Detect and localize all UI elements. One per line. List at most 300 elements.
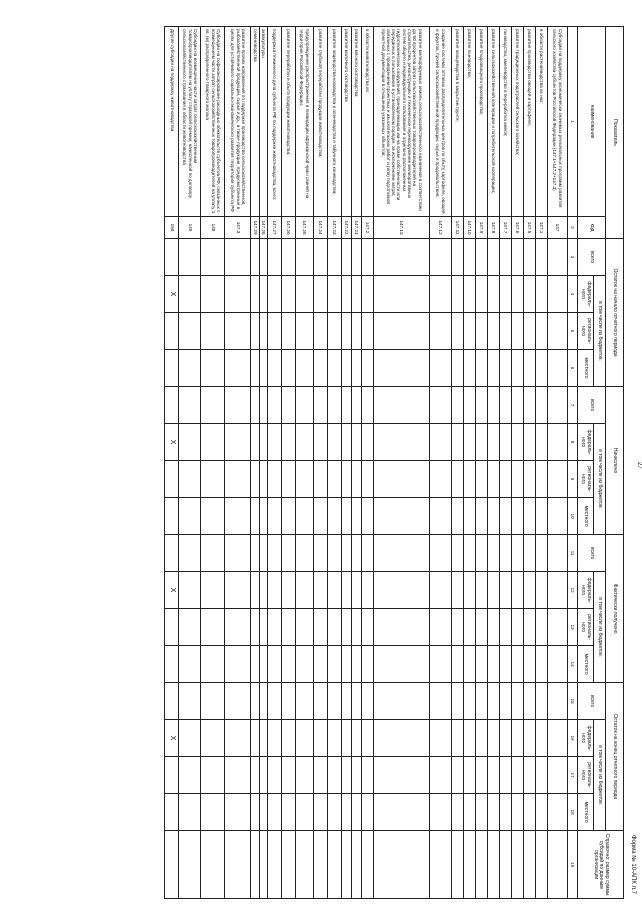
data-cell: [296, 646, 314, 683]
data-cell: [268, 572, 282, 609]
data-cell: [201, 350, 225, 387]
table-row: [165, 27, 179, 899]
data-cell: [201, 720, 225, 757]
row-code: 149: [179, 217, 201, 239]
data-cell: [374, 313, 430, 350]
data-cell: [452, 572, 464, 609]
data-cell: [282, 313, 296, 350]
data-cell: [464, 239, 476, 276]
data-cell: [282, 609, 296, 646]
data-cell: [201, 387, 225, 424]
data-cell: [362, 239, 374, 276]
data-cell: [259, 461, 267, 498]
closing-local-header: местного: [578, 794, 594, 831]
column-number: 12: [568, 572, 578, 609]
data-cell: [352, 757, 362, 794]
data-cell: [314, 461, 328, 498]
data-cell: [259, 683, 267, 720]
data-cell: [452, 646, 464, 683]
data-cell: [251, 461, 259, 498]
data-cell: [524, 720, 536, 757]
data-cell: [179, 609, 201, 646]
data-cell: [352, 609, 362, 646]
data-cell: [296, 276, 314, 313]
data-cell: [314, 757, 328, 794]
column-number: 9: [568, 461, 578, 498]
data-cell: [165, 387, 179, 424]
closing-regional-header: региональ-ного: [578, 757, 594, 794]
data-cell: [536, 720, 548, 757]
table-row: [430, 27, 452, 899]
data-cell: [374, 572, 430, 609]
column-number: 1: [568, 27, 578, 217]
data-cell: [362, 757, 374, 794]
data-cell: [512, 498, 524, 535]
data-cell: [374, 683, 430, 720]
data-cell: [362, 683, 374, 720]
data-cell: [430, 572, 452, 609]
data-cell: [342, 424, 352, 461]
column-number: 7: [568, 387, 578, 424]
received-regional-header: региональ-ного: [578, 609, 594, 646]
x-mark: X: [165, 720, 179, 757]
data-cell: [259, 757, 267, 794]
row-code: 147.27: [268, 217, 282, 239]
data-cell: [225, 276, 251, 313]
row-name: развитие прочих направлений по поддержке производства сельскохозяйственной, рыбохозяйственной продукции, сырья и др., а также продукции, предусмотренные в целях для устойчивого социально-экономического развития территории субъекта РФ: [225, 27, 251, 217]
data-cell: [374, 831, 430, 899]
table-row: [352, 27, 362, 899]
data-cell: [268, 609, 282, 646]
data-cell: [268, 350, 282, 387]
data-cell: [328, 535, 342, 572]
data-cell: [352, 794, 362, 831]
row-code: 147.1: [536, 217, 548, 239]
reference-header: Справочно: размер суммы субсидий по данным организации: [578, 831, 624, 899]
data-cell: [476, 239, 488, 276]
data-cell: [225, 646, 251, 683]
data-cell: [512, 535, 524, 572]
data-cell: [512, 794, 524, 831]
table-row: [476, 27, 488, 899]
name-header: наименование: [578, 27, 606, 217]
data-cell: [536, 276, 548, 313]
opening-regional-header: региональ-ного: [578, 313, 594, 350]
data-cell: [548, 239, 568, 276]
data-cell: [251, 757, 259, 794]
data-cell: [282, 498, 296, 535]
data-cell: [536, 424, 548, 461]
data-cell: [524, 794, 536, 831]
column-number: 17: [568, 757, 578, 794]
received-total-header: всего: [578, 535, 606, 572]
data-cell: [251, 313, 259, 350]
data-cell: [362, 387, 374, 424]
data-cell: [488, 498, 500, 535]
form-number: Форма № 10-АПК л.7: [630, 834, 636, 894]
data-cell: [296, 609, 314, 646]
data-cell: [328, 461, 342, 498]
data-cell: [342, 720, 352, 757]
data-cell: [328, 831, 342, 899]
data-cell: [362, 313, 374, 350]
accrued-header: Начислено: [606, 387, 624, 535]
data-cell: [282, 683, 296, 720]
data-cell: [362, 424, 374, 461]
data-cell: [548, 276, 568, 313]
data-cell: [500, 794, 512, 831]
closing-total-header: всего: [578, 683, 606, 720]
row-code: 147.23: [328, 217, 342, 239]
data-cell: [476, 794, 488, 831]
data-cell: [476, 498, 488, 535]
data-cell: [296, 572, 314, 609]
data-cell: [259, 350, 267, 387]
row-code: 147.6: [512, 217, 524, 239]
data-cell: [328, 683, 342, 720]
data-cell: [500, 572, 512, 609]
data-cell: [268, 387, 282, 424]
data-cell: [512, 609, 524, 646]
data-cell: [165, 609, 179, 646]
data-cell: [342, 276, 352, 313]
data-cell: [430, 535, 452, 572]
row-name: развитие мелиорируемых земель сельскохозяйственного назначения в соответствии до 50 процентов затрат сельскохозяйственных товаропроизводителей на строительство, реконструкцию и техническое перевооружение мелиоративных систем общего и индивидуального пользования и отдельно расположенных гидротехнических сооружений, принадлежащих им на праве собственности или переданных в пользование в установленном порядке, за исключением затрат, связанных с проведением проектных и изыскательских работ и (или) подготовкой проектной документации в отношении указанных объектов;: [374, 27, 430, 217]
row-code: 147.9: [476, 217, 488, 239]
data-cell: [328, 424, 342, 461]
data-cell: [512, 313, 524, 350]
accrued-local-header: местного: [578, 498, 594, 535]
data-cell: [296, 720, 314, 757]
data-cell: [268, 276, 282, 313]
data-cell: [476, 387, 488, 424]
data-cell: [452, 831, 464, 899]
data-cell: [201, 535, 225, 572]
data-cell: [524, 461, 536, 498]
data-cell: [452, 424, 464, 461]
subsidy-table: [164, 26, 624, 899]
data-cell: [259, 276, 267, 313]
data-cell: [352, 572, 362, 609]
data-cell: [374, 239, 430, 276]
data-cell: [201, 757, 225, 794]
data-cell: [464, 720, 476, 757]
data-cell: [328, 313, 342, 350]
data-cell: [201, 498, 225, 535]
received-local-header: местного: [578, 646, 594, 683]
data-cell: [488, 350, 500, 387]
data-cell: [342, 313, 352, 350]
data-cell: [179, 831, 201, 899]
data-cell: [476, 757, 488, 794]
data-cell: [488, 720, 500, 757]
data-cell: [165, 461, 179, 498]
data-cell: [282, 535, 296, 572]
opening-federal-header: федераль-ного: [578, 276, 594, 313]
row-name: развитие мясного скотоводства: [352, 27, 362, 217]
data-cell: [282, 424, 296, 461]
data-cell: [179, 572, 201, 609]
data-cell: [165, 498, 179, 535]
data-cell: [500, 831, 512, 899]
row-name: развитие овцеводства-козоводства и оленеводства и табунного коневодства;: [328, 27, 342, 217]
data-cell: [201, 572, 225, 609]
data-cell: [430, 313, 452, 350]
data-cell: [374, 424, 430, 461]
data-cell: [282, 239, 296, 276]
data-cell: [296, 461, 314, 498]
data-cell: [430, 424, 452, 461]
row-code: 147: [548, 217, 568, 239]
data-cell: [488, 313, 500, 350]
row-code: 147.2: [362, 217, 374, 239]
data-cell: [342, 239, 352, 276]
data-cell: [536, 387, 548, 424]
data-cell: [342, 535, 352, 572]
data-cell: [464, 424, 476, 461]
data-cell: [476, 535, 488, 572]
data-cell: [165, 350, 179, 387]
data-cell: [225, 498, 251, 535]
data-cell: [225, 720, 251, 757]
data-cell: [500, 498, 512, 535]
data-cell: [352, 424, 362, 461]
data-cell: [251, 239, 259, 276]
data-cell: [524, 313, 536, 350]
data-cell: [476, 683, 488, 720]
data-cell: [430, 276, 452, 313]
received-budgets-header: в том числе из бюджетов:: [594, 572, 606, 683]
data-cell: [548, 683, 568, 720]
data-cell: [536, 646, 548, 683]
data-cell: [512, 387, 524, 424]
column-number: 4: [568, 276, 578, 313]
data-cell: [282, 572, 296, 609]
data-cell: [165, 683, 179, 720]
data-cell: [536, 609, 548, 646]
closing-budgets-header: в том числе из бюджетов:: [594, 720, 606, 831]
data-cell: [259, 424, 267, 461]
data-cell: [314, 720, 328, 757]
accrued-regional-header: региональ-ного: [578, 461, 594, 498]
data-cell: [314, 794, 328, 831]
data-cell: [165, 313, 179, 350]
column-numbers-row: [568, 27, 578, 899]
data-cell: [314, 683, 328, 720]
data-cell: [536, 757, 548, 794]
x-mark: X: [165, 424, 179, 461]
data-cell: [548, 498, 568, 535]
data-cell: [328, 498, 342, 535]
row-code: 147.24: [314, 217, 328, 239]
data-cell: [352, 276, 362, 313]
data-cell: [201, 276, 225, 313]
data-cell: [251, 646, 259, 683]
data-cell: [476, 313, 488, 350]
data-cell: [328, 609, 342, 646]
x-mark: X: [165, 276, 179, 313]
data-cell: [296, 683, 314, 720]
data-cell: [259, 720, 267, 757]
row-name: поддержка племенного дела субъекта РФ по поддержке животноводства, всего:: [268, 27, 282, 217]
data-cell: [500, 350, 512, 387]
data-cell: [362, 572, 374, 609]
data-cell: [374, 276, 430, 313]
data-cell: [548, 609, 568, 646]
data-cell: [512, 683, 524, 720]
data-cell: [476, 276, 488, 313]
data-cell: [296, 794, 314, 831]
data-cell: [512, 646, 524, 683]
data-cell: [500, 461, 512, 498]
data-cell: [430, 831, 452, 899]
indicators-header: Показатель: [606, 27, 624, 239]
data-cell: [548, 535, 568, 572]
page-number: 27: [636, 462, 642, 469]
data-cell: [259, 535, 267, 572]
data-cell: [374, 720, 430, 757]
data-cell: [464, 535, 476, 572]
data-cell: [500, 276, 512, 313]
data-cell: [524, 535, 536, 572]
data-cell: [548, 387, 568, 424]
data-cell: [268, 461, 282, 498]
row-code: 147.7: [500, 217, 512, 239]
data-cell: [352, 498, 362, 535]
data-cell: [524, 757, 536, 794]
data-cell: [342, 387, 352, 424]
data-cell: [268, 831, 282, 899]
data-cell: [328, 794, 342, 831]
data-cell: [201, 609, 225, 646]
data-cell: [179, 276, 201, 313]
data-cell: [225, 831, 251, 899]
data-cell: [476, 609, 488, 646]
data-cell: [464, 646, 476, 683]
opening-local-header: местного: [578, 350, 594, 387]
data-cell: [464, 794, 476, 831]
data-cell: [268, 313, 282, 350]
data-cell: [500, 609, 512, 646]
row-name: развитие сельскохозяйственной кооперации и потребительской кооперации;: [488, 27, 500, 217]
data-cell: [268, 239, 282, 276]
table-row: [201, 27, 225, 899]
data-cell: [259, 831, 267, 899]
column-number: 11: [568, 535, 578, 572]
data-cell: [488, 609, 500, 646]
data-cell: [430, 720, 452, 757]
data-cell: [342, 461, 352, 498]
data-cell: [282, 831, 296, 899]
data-cell: [251, 683, 259, 720]
data-cell: [225, 609, 251, 646]
row-code: 150: [165, 217, 179, 239]
data-cell: [488, 461, 500, 498]
table-row: [179, 27, 201, 899]
data-cell: [314, 276, 328, 313]
row-name: развитие молочного скотоводства: [342, 27, 352, 217]
data-cell: [314, 498, 328, 535]
table-row: [524, 27, 536, 899]
data-cell: [328, 276, 342, 313]
data-cell: [259, 646, 267, 683]
data-cell: [342, 646, 352, 683]
data-cell: [314, 609, 328, 646]
row-name: Другие субсидии на поддержку животноводства: [165, 27, 179, 217]
data-cell: [201, 461, 225, 498]
data-cell: [225, 239, 251, 276]
data-cell: [488, 424, 500, 461]
data-cell: [179, 387, 201, 424]
data-cell: [328, 572, 342, 609]
row-name: развитие овощеводства в закрытом грунте;: [452, 27, 464, 217]
data-cell: [225, 461, 251, 498]
table-row: [225, 27, 251, 899]
data-cell: [352, 646, 362, 683]
data-cell: [201, 424, 225, 461]
data-cell: [464, 276, 476, 313]
data-cell: [430, 239, 452, 276]
data-cell: [524, 350, 536, 387]
data-cell: [536, 239, 548, 276]
data-cell: [524, 572, 536, 609]
data-cell: [179, 350, 201, 387]
data-cell: [165, 831, 179, 899]
data-cell: [452, 683, 464, 720]
data-cell: [352, 720, 362, 757]
data-cell: [328, 387, 342, 424]
data-cell: [500, 646, 512, 683]
accrued-total-header: всего: [578, 387, 606, 424]
data-cell: [296, 757, 314, 794]
row-code: 147.8: [488, 217, 500, 239]
data-cell: [374, 794, 430, 831]
data-cell: [500, 683, 512, 720]
data-cell: [512, 276, 524, 313]
data-cell: [342, 794, 352, 831]
data-cell: [352, 461, 362, 498]
data-cell: [452, 276, 464, 313]
table-row: [268, 27, 282, 899]
data-cell: [536, 498, 548, 535]
data-cell: [282, 794, 296, 831]
data-cell: [488, 572, 500, 609]
data-cell: [251, 350, 259, 387]
data-cell: [251, 535, 259, 572]
data-cell: [524, 498, 536, 535]
column-number: 13: [568, 609, 578, 646]
data-cell: [536, 350, 548, 387]
data-cell: [179, 498, 201, 535]
data-cell: [179, 720, 201, 757]
data-cell: [352, 683, 362, 720]
data-cell: [488, 239, 500, 276]
data-cell: [179, 794, 201, 831]
data-cell: [512, 720, 524, 757]
row-name: Субсидии на софинансирование расходных обязательств субъектов РФ, связанных с возмещением части затрат сельскохозяйственных товаропроизводителей на уплату 1 кв. (м) распределенного товарного молока: [201, 27, 225, 217]
data-cell: [251, 720, 259, 757]
data-cell: [282, 276, 296, 313]
table-row: [500, 27, 512, 899]
data-cell: [268, 794, 282, 831]
row-code: 148: [201, 217, 225, 239]
data-cell: [225, 424, 251, 461]
data-cell: [201, 831, 225, 899]
data-cell: [464, 387, 476, 424]
data-cell: [352, 239, 362, 276]
data-cell: [342, 683, 352, 720]
data-cell: [430, 387, 452, 424]
